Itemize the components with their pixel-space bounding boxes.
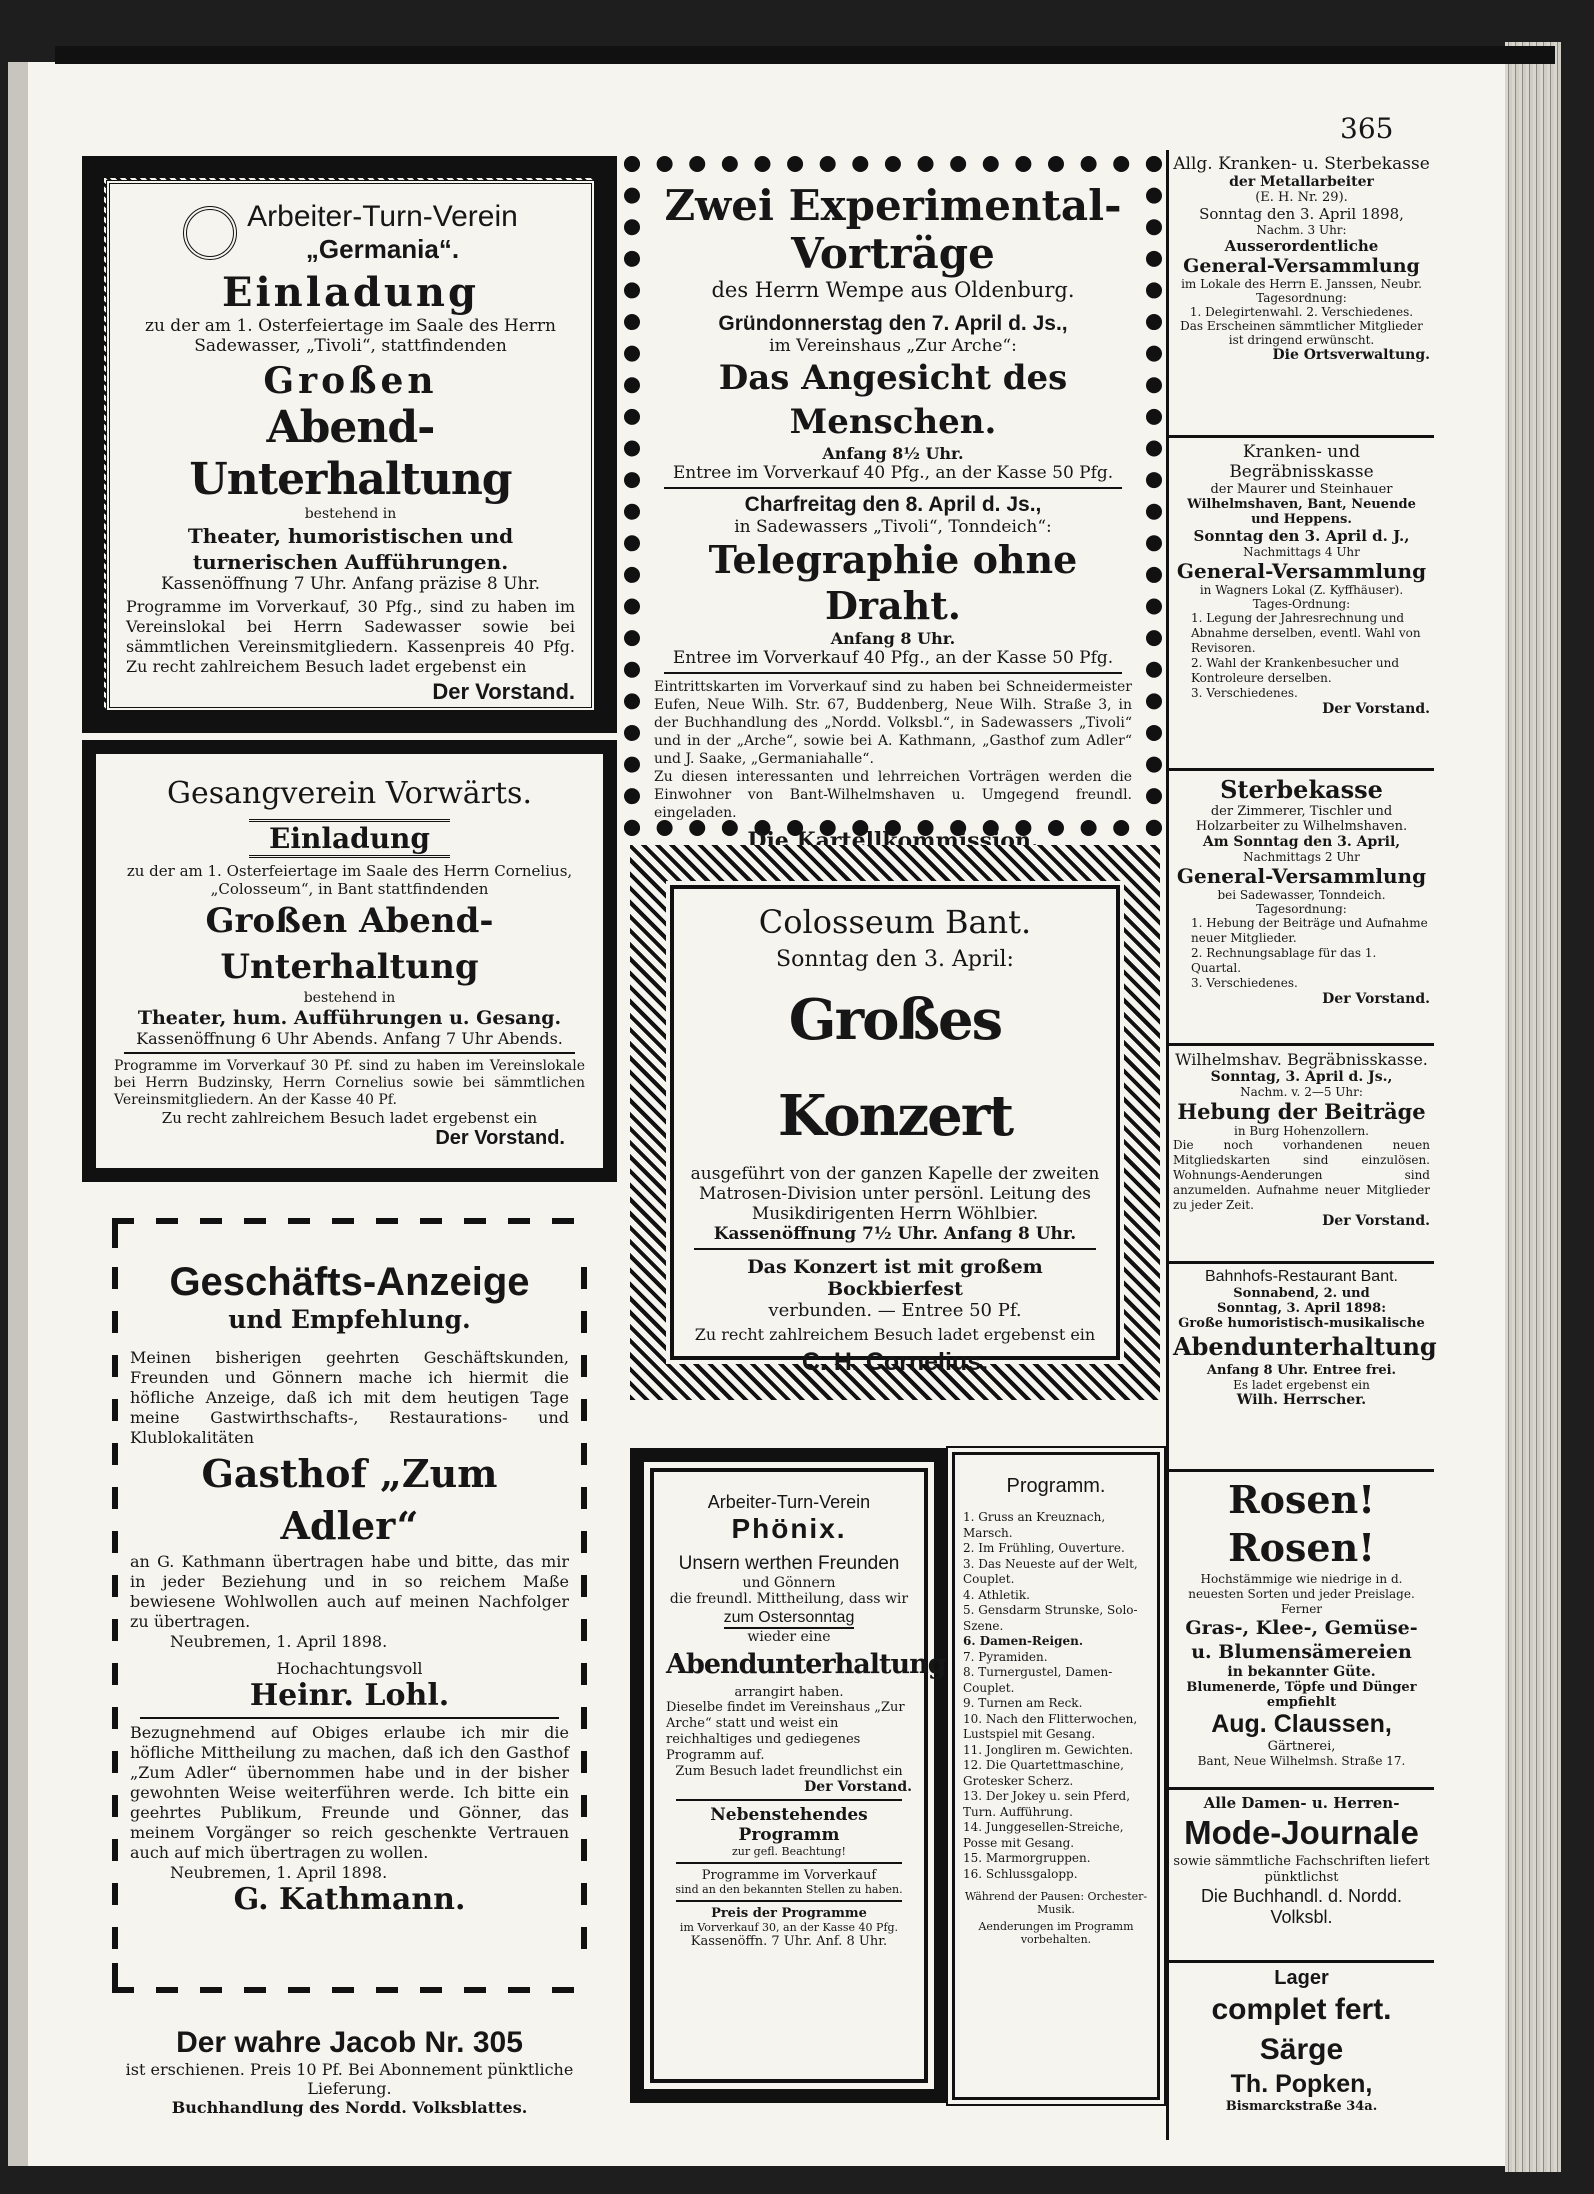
program-item: 13. Der Jokey u. sein Pferd, Turn. Aufführung. <box>963 1789 1131 1819</box>
agenda-item: 1. Legung der Jahresrechnung und Abnahme derselben, eventl. Wahl von Revisoren. <box>1191 611 1421 655</box>
ad-experimental-vortraege <box>624 156 1162 854</box>
program-item: 1. Gruss an Kreuznach, Marsch. <box>963 1510 1106 1540</box>
program-item: 5. Gensdarm Strunske, Solo-Szene. <box>963 1603 1138 1633</box>
head: Unsern werthen Freunden <box>678 1553 900 1574</box>
text-2: an G. Kathmann übertragen habe und bitte, das mir in jeder Beziehung und in so reichem Maße bewiesene Wohlwollen auch auf meinen Nachfolger zu übertragen. <box>130 1552 569 1631</box>
time: Nachmittags 2 Uhr <box>1243 850 1360 864</box>
program-item: 9. Turnen am Reck. <box>963 1696 1083 1710</box>
org-name: Arbeiter-Turn-Verein <box>247 200 518 233</box>
signature: Buchhandlung des Nordd. Volksblattes. <box>171 2098 528 2117</box>
speaker: des Herrn Wempe aus Oldenburg. <box>711 278 1075 302</box>
title: Allg. Kranken- u. Sterbekasse <box>1173 154 1430 174</box>
invite: Zu recht zahlreichem Besuch ladet ergebenst ein <box>161 1109 538 1127</box>
emblem-icon <box>183 206 237 260</box>
divider <box>694 1248 1096 1250</box>
ferner: Ferner <box>1280 1602 1323 1616</box>
org: Arbeiter-Turn-Verein <box>707 1492 871 1512</box>
ad-turnverein-germania <box>82 156 617 733</box>
ad-metallarbeiter <box>1169 150 1434 438</box>
ticket-info: Eintrittskarten im Vorverkauf sind zu haben bei Schneidermeister Eufen, Neue Wilh. Str. 67, Buddenberg, Neue Wilh. Straße 3, in der Buchhandlung des „Nordd. Volksbl.“, in Sadewassers „Tivoli“ und in der „Arche“, sowie bei A. Kathmann, „Gasthof zum Adler“ und J. Saake, „Germaniahalle“. <box>654 679 1132 767</box>
text: sowie sämmtliche Fachschriften liefert pünktlichst <box>1173 1854 1430 1885</box>
times: Kassenöffnung 6 Uhr Abends. Anfang 7 Uhr Abends. <box>136 1029 563 1048</box>
prices: Preis der Programme <box>711 1906 867 1921</box>
signature: Der Vorstand. <box>1322 991 1430 1007</box>
venue-1: im Vereinshaus „Zur Arche“: <box>769 336 1017 356</box>
ad-gesangverein-vorwaerts <box>82 740 617 1182</box>
sub-2: (E. H. Nr. 29). <box>1255 190 1348 205</box>
signature: Der Vorstand. <box>1322 1213 1430 1229</box>
signature: Der Vorstand. <box>1322 701 1430 717</box>
program-item: 8. Turnergustel, Damen-Couplet. <box>963 1665 1113 1695</box>
date: Sonntag den 3. April: <box>776 947 1014 972</box>
name: Th. Popken, <box>1230 2070 1373 2098</box>
big-title: Großen Abend-Unterhaltung <box>205 901 494 987</box>
signature: Die Ortsverwaltung. <box>1272 347 1430 363</box>
ad-bahnhofs-restaurant <box>1169 1264 1437 1472</box>
title: Sterbekasse <box>1220 775 1383 804</box>
program: Theater, humoristischen und turnerischen Aufführungen. <box>187 524 514 574</box>
big: Mode-Journale <box>1184 1814 1419 1851</box>
regards: Hochachtungsvoll <box>276 1659 423 1678</box>
date-1: Gründonnerstag den 7. April d. Js., <box>718 312 1068 335</box>
times: Kassenöffnung 7 Uhr. Anfang präzise 8 Uhr. <box>160 574 541 594</box>
place: im Lokale des Herrn E. Janssen, Neubr. <box>1181 277 1422 291</box>
headline: Einladung <box>249 819 450 858</box>
ad-begraebnisskasse <box>1169 1046 1434 1264</box>
place: bei Sadewasser, Tonndeich. <box>1217 888 1386 902</box>
title: Colosseum Bant. <box>758 903 1032 941</box>
title: Zwei Experimental-Vorträge <box>664 181 1122 278</box>
kind: Ausserordentliche <box>1224 237 1379 255</box>
again: wieder eine <box>747 1629 831 1645</box>
program-item: 6. Damen-Reigen. <box>963 1634 1084 1648</box>
ad-colosseum-bant <box>630 845 1160 1400</box>
kind: Große humoristisch-musikalische <box>1178 1316 1425 1331</box>
big: General-Versammlung <box>1176 559 1427 583</box>
text: ausgeführt von der ganzen Kapelle der zweiten Matrosen-Division unter persönl. Leitung des Musikdirigenten Herrn Wöhlbier. <box>690 1164 1100 1224</box>
date: Am Sonntag den 3. April, <box>1202 834 1401 850</box>
seeds: Gras-, Klee-, Gemüse- u. Blumensämereien <box>1185 1617 1418 1663</box>
sub: und Gönnern <box>742 1575 836 1591</box>
text-3: Bezugnehmend auf Obiges erlaube ich mir die höfliche Mittheilung zu machen, daß ich den Gasthof „Zum Adler“ übernommen habe und in der bisher gewohnten Weise weiterführen werde. Ich bitte ein geehrtes Publikum, Freunde und Gönner, das meinem Vorgänger so reich geschenkte Vertrauen auch auf mich übertragen zu wollen. <box>130 1723 569 1862</box>
vorverkauf-2: sind an den bekannten Stellen zu haben. <box>675 1883 903 1896</box>
agenda-item: 2. Wahl der Krankenbesucher und Kontroleure derselben. <box>1191 656 1400 685</box>
big: General-Versammlung <box>1176 864 1427 888</box>
items <box>1173 611 1430 701</box>
date-2: Sonntag, 3. April 1898: <box>1216 1301 1387 1316</box>
name: Aug. Claussen, <box>1211 1710 1392 1738</box>
ad-mode-journale <box>1169 1790 1434 1963</box>
date-2: Charfreitag den 8. April d. Js., <box>744 493 1042 516</box>
signature: Die Kartellkommission. <box>747 828 1039 854</box>
invite: Zum Besuch ladet freundlichst ein <box>675 1764 903 1779</box>
agenda-item: 2. Rechnungsablage für das 1. Quartal. <box>1191 946 1377 975</box>
agenda: Tagesordnung: <box>1256 902 1347 916</box>
text: Dieselbe findet im Vereinshaus „Zur Arche“ statt und weist ein reichhaltiges und gediegenes Programm auf. <box>666 1700 905 1763</box>
agenda-item: 3. Verschiedenes. <box>1191 686 1298 700</box>
page-left-edge <box>8 62 30 2166</box>
title: Gesangverein Vorwärts. <box>167 776 532 811</box>
big-title: Gasthof „Zum Adler“ <box>201 1451 498 1548</box>
program-item: 4. Athletik. <box>963 1587 1030 1602</box>
place: in Burg Hohenzollern. <box>1233 1124 1369 1138</box>
signature: Wilh. Herrscher. <box>1236 1392 1367 1408</box>
items <box>1173 916 1430 991</box>
title: Bahnhofs-Restaurant Bant. <box>1204 1268 1398 1285</box>
consisting: bestehend in <box>303 990 396 1006</box>
sub: der Maurer und Steinhauer <box>1210 482 1393 497</box>
price-2: Entree im Vorverkauf 40 Pfg., an der Kasse 50 Pfg. <box>672 648 1114 668</box>
title: Kranken- und Begräbnisskasse <box>1229 442 1374 482</box>
divider <box>676 1900 902 1902</box>
bock-2: verbunden. — Entree 50 Pf. <box>768 1300 1022 1321</box>
subtitle: und Empfehlung. <box>228 1305 471 1334</box>
ad-sterbekasse-zimmerer <box>1169 771 1434 1046</box>
text: ist erschienen. Preis 10 Pf. Bei Abonnement pünktliche Lieferung. <box>125 2060 574 2098</box>
text: Programme im Vorverkauf 30 Pf. sind zu haben im Vereinslokale bei Herrn Budzinsky, Herrn Cornelius sowie bei sämmtlichen Vereinsmitgliedern. An der Kasse 40 Pf. <box>114 1058 585 1108</box>
time: Nachm. 3 Uhr: <box>1256 223 1347 237</box>
title: Alle Damen- u. Herren- <box>1203 1794 1400 1812</box>
invite: Zu recht zahlreichem Besuch ladet ergebenst ein <box>694 1325 1096 1344</box>
ad-rosen-claussen <box>1169 1472 1434 1790</box>
note-2: Aenderungen im Programm vorbehalten. <box>978 1920 1134 1946</box>
vorverkauf: Programme im Vorverkauf <box>701 1868 877 1883</box>
signature: Die Buchhandl. d. Nordd. Volksbl. <box>1200 1886 1403 1927</box>
divider <box>124 1052 575 1054</box>
program-item: 16. Schlussgalopp. <box>963 1866 1078 1881</box>
title: Der wahre Jacob Nr. 305 <box>176 2026 523 2059</box>
time: Nachmittags 4 Uhr <box>1243 545 1360 559</box>
bock-1: Das Konzert ist mit großem Bockbierfest <box>747 1256 1043 1300</box>
divider <box>664 672 1122 674</box>
price-1: Entree im Vorverkauf 40 Pfg., an der Kasse 50 Pfg. <box>672 463 1114 483</box>
title: Wilhelmshav. Begräbnisskasse. <box>1175 1050 1428 1069</box>
prices-2: im Vorverkauf 30, an der Kasse 40 Pfg. <box>679 1921 899 1934</box>
ad-geschaefts-anzeige <box>82 1188 617 2023</box>
text: Meinen bisherigen geehrten Geschäftskunden, Freunden und Gönnern mache ich hiermit die höfliche Anzeige, daß ich mit dem heutigen Tage meine Gastwirthschafts-, Restaurations- und Klublokalitäten <box>130 1348 569 1447</box>
program-note: zur gefl. Beachtung! <box>732 1845 846 1858</box>
date: Sonntag, 3. April d. Js., <box>1210 1069 1393 1085</box>
topic-1: Das Angesicht des Menschen. <box>718 358 1068 442</box>
times: Anfang 8 Uhr. Entree frei. <box>1206 1363 1397 1378</box>
date-2: Neubremen, 1. April 1898. <box>170 1863 388 1882</box>
agenda-item: 3. Verschiedenes. <box>1191 976 1298 990</box>
program-item: 3. Das Neueste auf der Welt, Couplet. <box>963 1556 1138 1586</box>
signature: Der Vorstand. <box>432 679 575 704</box>
date: Sonntag den 3. April d. J., <box>1193 527 1410 545</box>
big: General-Versammlung <box>1183 255 1420 277</box>
lager: Lager <box>1274 1967 1329 1989</box>
date: Sonntag den 3. April 1898, <box>1199 205 1404 223</box>
quality: in bekannter Güte. <box>1227 1664 1376 1680</box>
divider <box>676 1862 902 1864</box>
big: Hebung der Beiträge <box>1177 1099 1426 1124</box>
program-item: 2. Im Frühling, Ouverture. <box>963 1541 1125 1555</box>
sub: der Zimmerer, Tischler und Holzarbeiter zu Wilhelmshaven. <box>1195 804 1408 834</box>
text: Hochstämmige wie niedrige in d. neuesten Sorten und jeder Preislage. <box>1188 1572 1415 1601</box>
note: Das Erscheinen sämmtlicher Mitglieder ist dringend erwünscht. <box>1180 319 1423 347</box>
topic-2: Telegraphie ohne Draht. <box>708 537 1078 628</box>
signature-2: G. Kathmann. <box>233 1882 466 1917</box>
page-number: 365 <box>1340 112 1394 145</box>
start-2: Anfang 8 Uhr. <box>830 629 956 648</box>
agenda: Tages-Ordnung: <box>1252 597 1351 611</box>
sub-2: Wilhelmshaven, Bant, Neuende und Heppens. <box>1187 497 1416 527</box>
big-title: Großes Konzert <box>777 987 1013 1149</box>
invitation: Zu diesen interessanten und lehrreichen Vorträgen werden die Einwohner von Bant-Wilhelmshaven u. Umgegend freundl. eingeladen. <box>654 769 1132 821</box>
times: Kassenöffnung 7½ Uhr. Anfang 8 Uhr. <box>713 1224 1077 1244</box>
headline: Einladung <box>222 269 479 316</box>
time: Nachm. v. 2—5 Uhr: <box>1240 1085 1363 1099</box>
top-shadow <box>55 46 1555 64</box>
big: Rosen! Rosen! <box>1228 1477 1375 1570</box>
signature: Heinr. Lohl. <box>249 1678 450 1713</box>
address: Bant, Neue Wilhelmsh. Straße 17. <box>1197 1754 1406 1768</box>
divider <box>140 1717 559 1719</box>
intro: zu der am 1. Osterfeiertage im Saale des Herrn Cornelius, „Colosseum“, in Bant stattfindenden <box>126 862 573 898</box>
program-list <box>963 1510 1149 1882</box>
ad-maurer-kasse <box>1169 438 1434 771</box>
program-item: 7. Pyramiden. <box>963 1649 1048 1664</box>
text: Die noch vorhandenen neuen Mitgliedskarten sind einzulösen. Wohnungs-Aenderungen sind anzumelden. Aufnahme neuer Mitglieder zu jeder Zeit. <box>1173 1138 1430 1212</box>
place: in Wagners Lokal (Z. Kyffhäuser). <box>1199 583 1404 597</box>
column-right <box>1166 150 1437 2140</box>
big: Abendunterhaltung <box>1173 1332 1437 1361</box>
title: Geschäfts-Anzeige <box>169 1260 530 1304</box>
program-item: 12. Die Quartettmaschine, Grotesker Scherz. <box>963 1758 1124 1788</box>
items: 1. Delegirtenwahl. 2. Verschiedenes. <box>1189 305 1414 319</box>
date: Sonnabend, 2. und <box>1233 1286 1370 1301</box>
big-title-2: Abend-Unterhaltung <box>189 402 512 505</box>
ad-der-wahre-jacob <box>82 2026 617 2126</box>
title: Programm. <box>1006 1475 1106 1497</box>
times: Kassenöffn. 7 Uhr. Anf. 8 Uhr. <box>690 1934 888 1949</box>
agenda: Tagesordnung: <box>1256 291 1347 305</box>
program-item: 15. Marmorgruppen. <box>963 1851 1091 1865</box>
signature: Der Vorstand. <box>804 1779 912 1795</box>
text: Programme im Vorverkauf, 30 Pfg., sind zu haben im Vereinslokal bei Herrn Sadewasser sowie bei sämmtlichen Vereinsmitgliedern. Kassenpreis 40 Pfg. Zu recht zahlreichem Besuch ladet ergebenst ein <box>126 597 575 676</box>
invite: Es ladet ergebenst ein <box>1233 1378 1370 1392</box>
sub-2: die freundl. Mittheilung, dass wir <box>669 1591 909 1607</box>
start-1: Anfang 8½ Uhr. <box>822 444 964 463</box>
date: zum Ostersonntag <box>724 1609 855 1629</box>
job: Gärtnerei, <box>1267 1739 1336 1754</box>
name: Phönix. <box>731 1513 847 1544</box>
big-title-1: Großen <box>263 360 438 402</box>
big: complet fert. Särge <box>1211 1993 1392 2066</box>
club-name: „Germania“. <box>305 234 460 264</box>
divider <box>676 1799 902 1801</box>
ad-saerge-popken <box>1169 1963 1434 2123</box>
sub: der Metallarbeiter <box>1229 174 1374 190</box>
big-title: Abendunterhaltung <box>666 1649 946 1680</box>
venue-2: in Sadewassers „Tivoli“, Tonndeich“: <box>734 517 1052 537</box>
note: Während der Pausen: Orchester-Musik. <box>964 1890 1148 1916</box>
program-item: 14. Junggesellen-Streiche, Posse mit Gesang. <box>963 1820 1124 1850</box>
date: Neubremen, 1. April 1898. <box>170 1632 388 1651</box>
intro: zu der am 1. Osterfeiertage im Saale des Herrn Sadewasser, „Tivoli“, stattfindenden <box>145 316 556 356</box>
ad-programm <box>952 1452 1160 2100</box>
more: Blumenerde, Töpfe und Dünger empfiehlt <box>1186 1680 1417 1710</box>
program-head: Nebenstehendes Programm <box>710 1805 868 1845</box>
program-item: 11. Jongliren m. Gewichten. <box>963 1742 1134 1757</box>
program-item: 10. Nach den Flitterwochen, Lustspiel mit Gesang. <box>963 1711 1138 1741</box>
signature: Der Vorstand. <box>435 1127 565 1149</box>
ad-turnverein-phoenix <box>630 1448 948 2103</box>
program: Theater, hum. Aufführungen u. Gesang. <box>137 1007 562 1029</box>
signature: C. H. Cornelius. <box>801 1348 989 1376</box>
arranged: arrangirt haben. <box>734 1685 844 1700</box>
divider <box>664 487 1122 489</box>
address: Bismarckstraße 34a. <box>1225 2099 1378 2114</box>
agenda-item: 1. Hebung der Beiträge und Aufnahme neuer Mitglieder. <box>1191 916 1428 945</box>
consisting: bestehend in <box>304 506 397 522</box>
book-edge <box>1505 42 1561 2172</box>
